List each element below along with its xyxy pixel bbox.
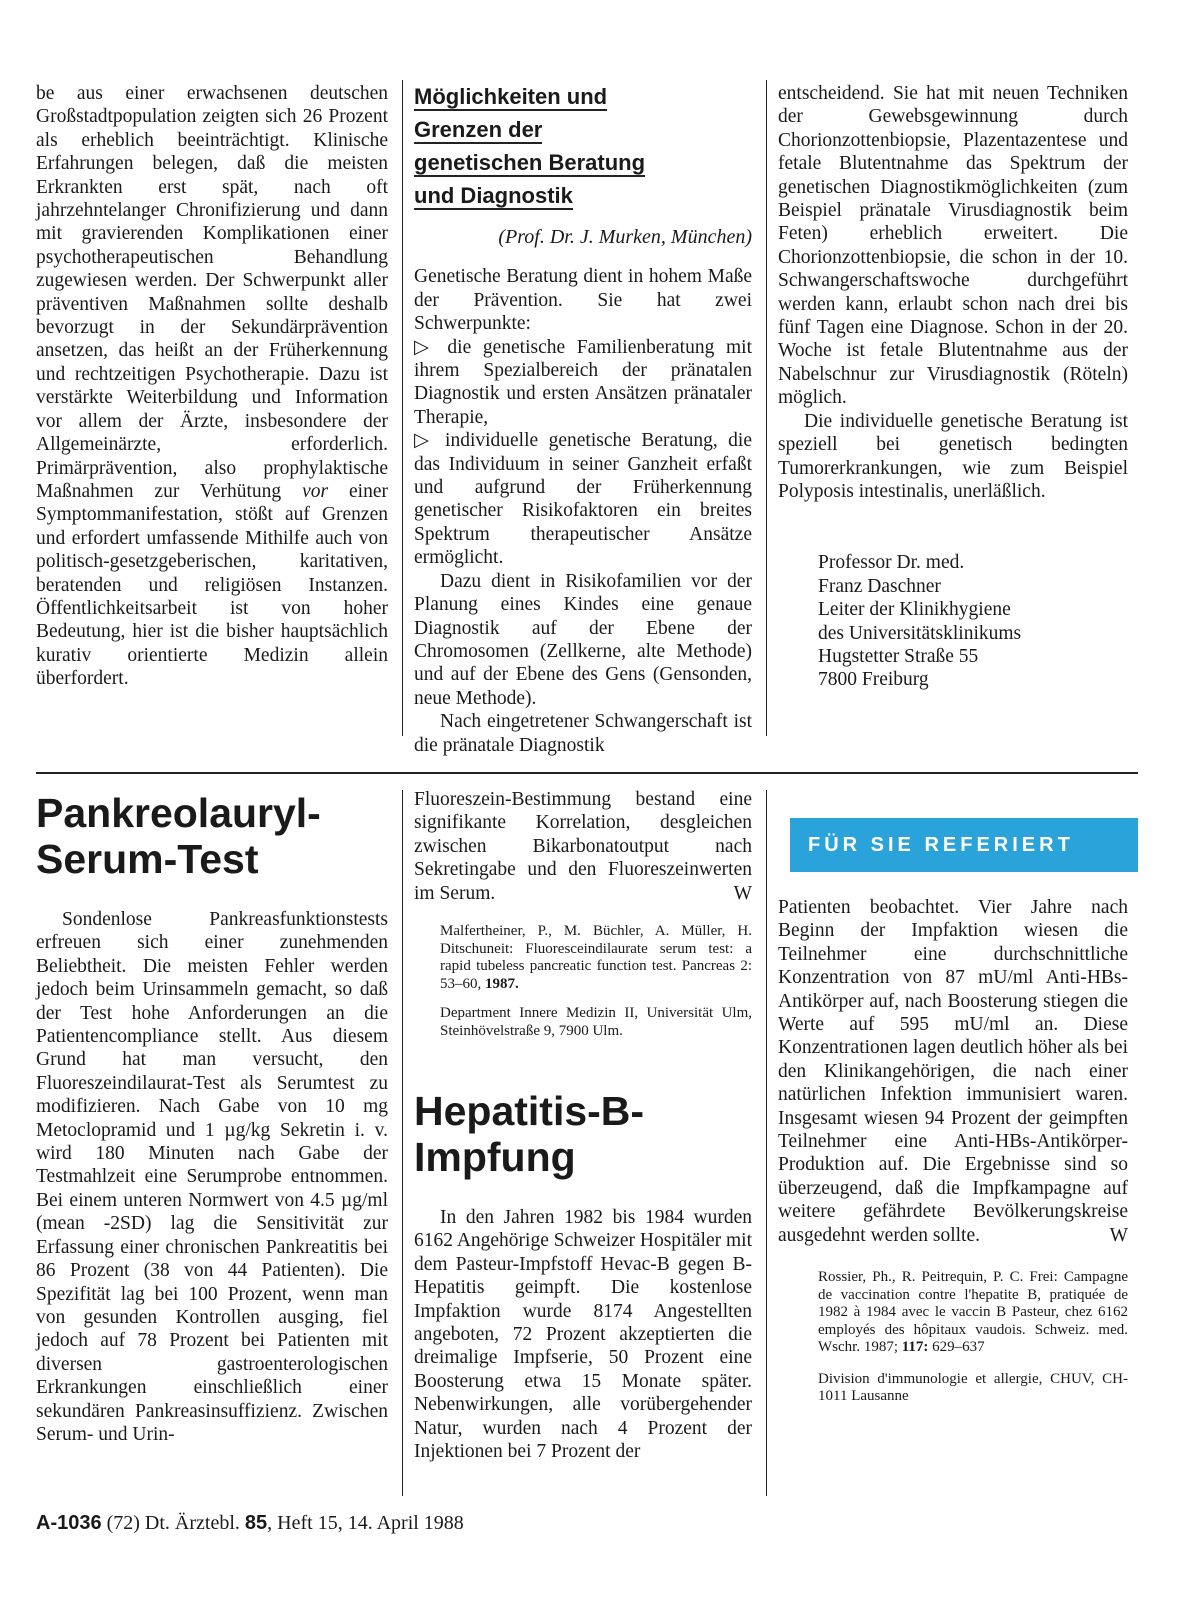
reference-affiliation: Department Innere Medizin II, Universität Ulm, Steinhövelstraße 9, 7900 Ulm. <box>440 1005 752 1039</box>
references-hepatitis <box>818 1269 1128 1406</box>
paragraph: In den Jahren 1982 bis 1984 wurden 6162 Angehörige Schweizer Hospitäler mit dem Pasteur-Impfstoff Hevac-B gegen B-Hepatitis geimpft. Die kostenlose Impfaktion wurde 8174 Angestellten angeboten, 72 Prozent akzeptierten die dreimalige Impfserie, 50 Prozent eine Boosterung etwa 15 Monate später. Nebenwirkungen, alle vorübergehender Natur, wurden nach 4 Prozent der Injektionen bei 7 Prozent der <box>414 1207 752 1463</box>
article-title-pankreolauryl: Pankreolauryl- Serum-Test <box>36 790 321 882</box>
author-address: Professor Dr. med. Franz Daschner Leiter der Klinikhygiene des Universitätsklinikums Hugstetter Straße 55 7800 Freiburg <box>818 552 1022 691</box>
paragraph: Sondenlose Pankreasfunktionstests erfreuen sich einer zunehmenden Beliebtheit. Die meisten Fehler werden jedoch beim Urinsammeln gemacht, so daß der Test hohe Anforderungen an die Patientencompliance stellt. Aus diesem Grund hat man versucht, den Fluoreszeindilaurat-Test als Serumtest zu modifizieren. Nach Gabe von 10 mg Metoclopramid und 1 µg/kg Sekretin i. v. wird 180 Minuten nach Gabe der Testmahlzeit eine Serumprobe entnommen. Bei einem unteren Normwert von 4.5 µg/ml (mean -2SD) lag die Sensitivität zur Erfassung einer chronischen Pankreatitis bei 86 Prozent (38 von 44 Patienten). Die Spezifität lag bei 100 Prozent, wenn man von gesunden Kontrollen ausging, fiel jedoch auf 78 Prozent bei Patienten mit diversen gastroenterologischen Erkrankungen einschließlich einer sekundären Pankreasinsuffizienz. Zwischen Serum- und Urin- <box>36 909 388 1445</box>
pankreo-col <box>36 790 388 1446</box>
top-col-3 <box>778 82 1128 692</box>
section-title-genetik: Möglichkeiten und Grenzen der genetischen Beratung und Diagnostik <box>414 84 646 208</box>
author-initial: W <box>1109 1224 1128 1246</box>
right-col <box>778 896 1128 1406</box>
reference-affiliation: Division d'immunologie et allergie, CHUV, CH-1011 Lausanne <box>818 1370 1128 1405</box>
section-divider <box>36 772 1138 774</box>
paragraph: Fluoreszein-Bestimmung bestand eine signifikante Korrelation, desgleichen zwischen Bikarbonatoutput nach Sekretingabe und den Fluoreszeinwerten im Serum. W <box>414 789 752 904</box>
page-footer: A-1036 (72) Dt. Ärztebl. 85, Heft 15, 14. April 1988 <box>36 1512 464 1534</box>
paragraph: Genetische Beratung dient in hohem Maße der Prävention. Sie hat zwei Schwerpunkte: <box>414 266 752 335</box>
references-pankreolauryl <box>440 923 752 1040</box>
paragraph: entscheidend. Sie hat mit neuen Techniken der Gewebsgewinnung durch Chorionzottenbiopsie, Plazentazentese und fetale Blutentnahme das Spektrum der genetischen Diagnostikmöglichkeiten (zum Beispiel pränatale Virusdiagnostik beim Feten) erheblich erweitert. Die Chorionzottenbiopsie, die schon in der 10. Schwangerschaftswoche durchgeführt werden kann, erlaubt schon nach drei bis fünf Tagen eine Diagnose. Schon in der 20. Woche ist fetale Blutentnahme aus der Nabelschnur zur Virusdiagnostik (Röteln) möglich. <box>778 83 1128 409</box>
bullet-item: ▷ die genetische Familienberatung mit ihrem Spezialbereich der pränatalen Diagnostik und ersten Ansätzen pränataler Therapie, <box>414 336 752 428</box>
paragraph: Dazu dient in Risikofamilien vor der Planung eines Kindes eine genaue Diagnostik auf der Ebene der Chromosomen (Zellkerne, alte Methode) und auf der Ebene des Gens (Gensonden, neue Methode). <box>414 570 752 709</box>
author-initial: W <box>733 882 752 904</box>
column-rule <box>766 80 767 736</box>
page-number: A-1036 <box>36 1512 102 1534</box>
paragraph: Die individuelle genetische Beratung ist speziell bei genetisch bedingten Tumorerkrankungen, wie zum Beispiel Polyposis intestinalis, unerläßlich. <box>778 410 1128 502</box>
paragraph: Nach eingetretener Schwangerschaft ist die pränatale Diagnostik <box>414 711 752 756</box>
reference: Malfertheiner, P., M. Büchler, A. Müller, H. Ditschuneit: Fluoresceindilaurate serum test: a rapid tubeless pancreatic function test. Pancreas 2: 53–60, 1987. <box>440 923 752 992</box>
paragraph: be aus einer erwachsenen deutschen Großstadtpopulation zeigten sich 26 Prozent als erheblich beeinträchtigt. Klinische Erfahrungen belegen, daß die meisten Erkrankten erst spät, nach oft jahrzehntelanger Chronifizierung und dann mit gravierenden Komplikationen einer psychotherapeutischen Behandlung zugewiesen werden. Der Schwerpunkt aller präventiven Maßnahmen sollte deshalb bevorzugt in der Sekundärprävention ansetzen, das heißt an der Früherkennung und rechtzeitigen Psychotherapie. Dazu ist verstärkte Weiterbildung und Information vor allem der Ärzte, insbesondere der Allgemeinärzte, erforderlich. Primärprävention, also prophylaktische Maßnahmen zur Verhütung vor einer Symptommanifestation, stößt auf Grenzen und erfordert umfassende Mithilfe auch von politisch-gesetzgeberischen, karitativen, beratenden und religiösen Instanzen. Öffentlichkeitsarbeit ist von hoher Bedeutung, hier ist die bisher hauptsächlich kurativ orientierte Medizin allein überfordert. <box>36 83 388 690</box>
triangle-bullet-icon: ▷ <box>414 336 436 358</box>
triangle-bullet-icon: ▷ <box>414 430 435 452</box>
top-col-1 <box>36 82 388 691</box>
column-rule <box>402 790 403 1496</box>
top-col-2 <box>414 80 752 757</box>
reference: Rossier, Ph., R. Peitrequin, P. C. Frei: Campagne de vaccination contre l'hepatite B, pratiquée de 1982 à 1984 avec le vaccin B Pasteur, chez 6162 employés des hôpitaux vaudois. Schweiz. med. Wschr. 1987; 117: 629–637 <box>818 1269 1128 1356</box>
section-banner: FÜR SIE REFERIERT <box>790 818 1138 872</box>
author-byline: (Prof. Dr. J. Murken, München) <box>498 226 752 248</box>
bullet-item: ▷ individuelle genetische Beratung, die das Individuum in seiner Ganzheit erfaßt und aufgrund der Früherkennung genetischer Risikofaktoren ein breites Spektrum therapeutischer Ansätze ermöglicht. <box>414 430 752 569</box>
middle-col <box>414 788 752 1464</box>
column-rule <box>402 80 403 736</box>
article-title-hepatitis: Hepatitis-B- Impfung <box>414 1088 645 1181</box>
paragraph: Patienten beobachtet. Vier Jahre nach Beginn der Impfaktion wiesen die Teilnehmer eine durchschnittliche Konzentration von 87 mU/ml Anti-HBs-Antikörper auf, nach Boosterung stiegen die Werte auf 595 mU/ml an. Diese Konzentrationen lagen deutlich höher als bei den Klinikangehörigen, die nach einer natürlichen Infektion immunisiert waren. Insgesamt wiesen 94 Prozent der geimpften Teilnehmer eine Anti-HBs-Antikörper-Produktion auf. Die Ergebnisse sind so überzeugend, daß die Impfkampagne auf weitere gefährdete Bevölkerungskreise ausgedehnt werden sollte. W <box>778 897 1128 1246</box>
column-rule <box>766 790 767 1496</box>
